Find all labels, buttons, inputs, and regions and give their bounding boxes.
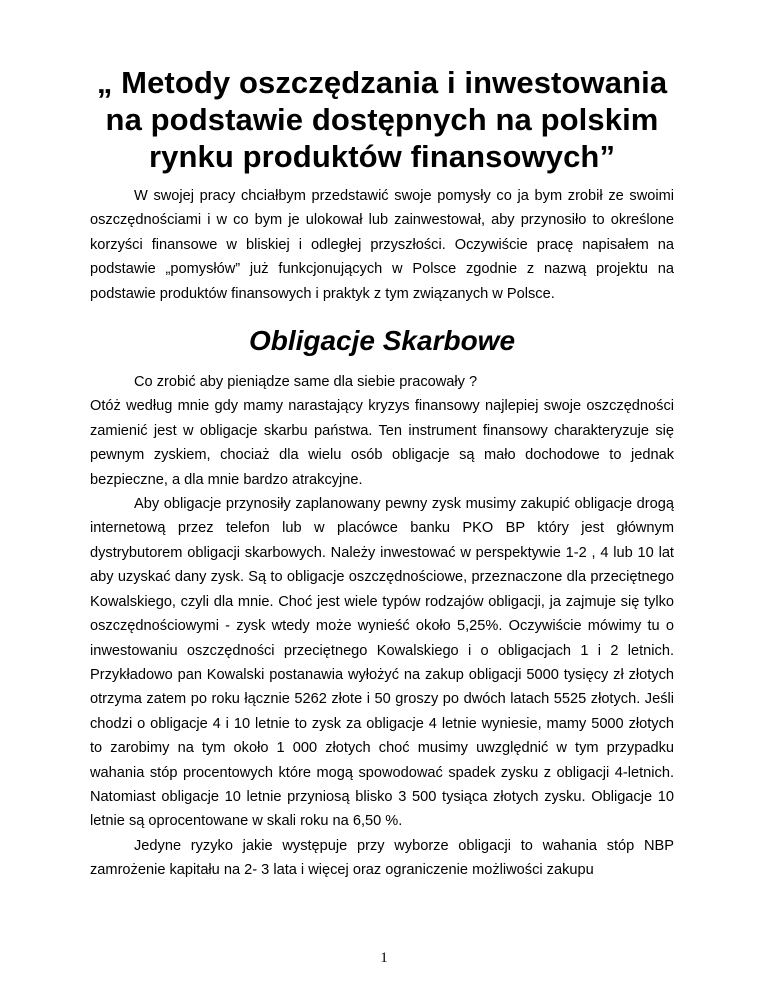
section-heading: Obligacje Skarbowe [248,325,516,357]
page-number: 1 [380,950,388,966]
title-line-3: rynku produktów finansowych” [148,139,616,174]
intro-paragraph: W swojej pracy chciałbym przedstawić swoje pomysły co ja bym zrobił ze swoimi oszczędnościami i w co bym je ulokował lub zainwestował, aby przynosiło to określone korzyści finansowe w bliskiej i odległej przyszłości. Oczywiście pracę napisałem na podstawie „pomysłów” już funkcjonujących w Polsce zgodnie z nazwą projektu na podstawie produktów finansowych i praktyk z tym związanych w Polsce. [90,188,674,302]
paragraph-obligacje-3: Jedyne ryzyko jakie występuje przy wyborze obligacji to wahania stóp NBP zamrożenie kapitału na 2- 3 lata i więcej oraz ograniczenie możliwości zakupu [90,837,674,879]
title-line-1: „ Metody oszczędzania i inwestowania [96,65,668,100]
paragraph-obligacje-1: Otóż według mnie gdy mamy narastający kryzys finansowy najlepiej swoje oszczędności zamienić jest w obligacje skarbu państwa. Ten instrument finansowy charakteryzuje się pewnym zyskiem, chociaż dla wielu osób obligacje są mało dochodowe to jednak bezpieczne, a dla mnie bardzo atrakcyjne. [90,398,674,488]
question-line: Co zrobić aby pieniądze same dla siebie pracowały ? [134,374,478,391]
document-title [90,64,674,175]
paragraph-obligacje-2: Aby obligacje przynosiły zaplanowany pewny zysk musimy zakupić obligacje drogą internetową przez telefon lub w placówce banku PKO BP który jest głównym dystrybutorem obligacji skarbowych. Należy inwestować w perspektywie 1-2 , 4 lub 10 lat aby uzyskać dany zysk. Są to obligacje oszczędnościowe, przeznaczone dla przeciętnego Kowalskiego, czyli dla mnie. Choć jest wiele typów rodzajów obligacji, ja zajmuje się tylko oszczędnościowymi - zysk wtedy może wynieść około 5,25%. Oczywiście mówimy tu o inwestowaniu oszczędności przeciętnego Kowalskiego i o obligacjach 1 i 2 letnich. Przykładowo pan Kowalski postanawia wyłożyć na zakup obligacji 5000 tysięcy zł złotych otrzyma zatem po roku łącznie 5262 złote i 50 groszy po dwóch latach 5525 złotych. Jeśli chodzi o obligacje 4 i 10 letnie to zysk za obligacje 4 letnie wyniesie, mamy 5000 złotych to zarobimy na tym około 1 000 złotych choć musimy uwzględnić w tym przypadku wahania stóp procentowych które mogą spowodować spadek zysku z obligacji 4-letnich. Natomiast obligacje 10 letnie przyniosą blisko 3 500 tysiąca złotych zysku. Obligacje 10 letnie są oprocentowane w skali roku na 6,50 %. [90,496,674,830]
title-line-2: na podstawie dostępnych na polskim [105,102,659,137]
